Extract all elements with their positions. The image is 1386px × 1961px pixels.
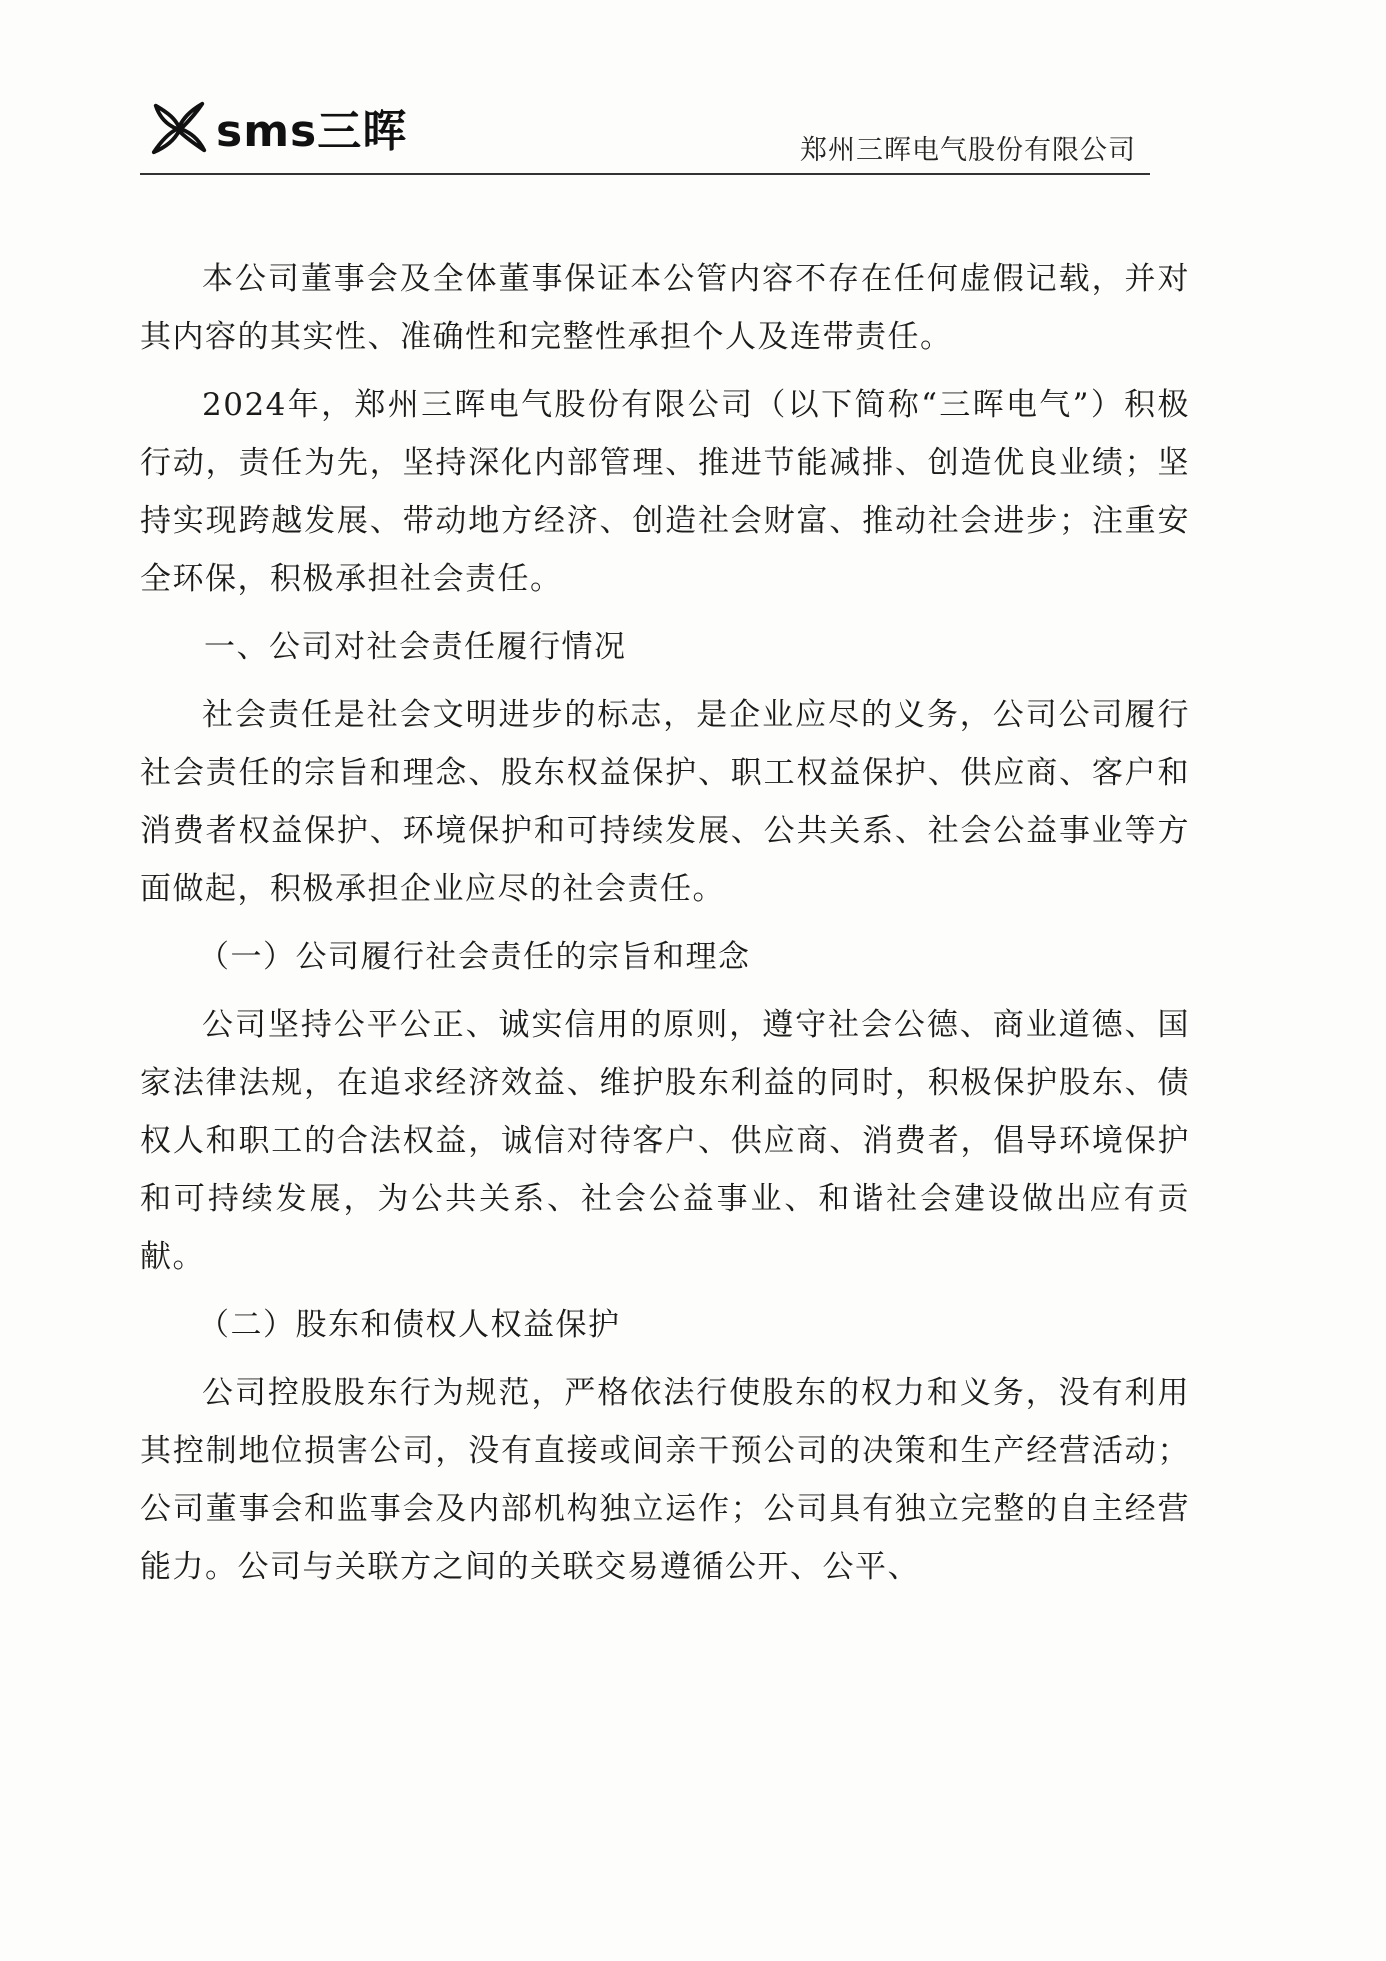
paragraph: 社会责任是社会文明进步的标志，是企业应尽的义务，公司公司履行社会责任的宗旨和理念、股东权益保护、职工权益保护、供应商、客户和消费者权益保护、环境保护和可持续发展、公共关系、社会公益事业等方面做起，积极承担企业应尽的社会责任。 — [140, 697, 1190, 907]
paragraph: 2024年，郑州三晖电气股份有限公司（以下简称“三晖电气”）积极行动，责任为先，坚持深化内部管理、推进节能减排、创造优良业绩；坚持实现跨越发展、带动地方经济、创造社会财富、推动社会进步；注重安全环保，积极承担社会责任。 — [140, 387, 1190, 597]
paragraph: 本公司董事会及全体董事保证本公管内容不存在任何虚假记载，并对其内容的其实性、准确性和完整性承担个人及连带责任。 — [140, 261, 1190, 355]
document-body — [140, 250, 1190, 1606]
company-name: 郑州三晖电气股份有限公司 — [800, 135, 1136, 166]
section-heading: 一、公司对社会责任履行情况 — [204, 629, 627, 665]
page-header — [140, 80, 1150, 180]
paragraph: 公司控股股东行为规范，严格依法行使股东的权力和义务，没有利用其控制地位损害公司，没有直接或间亲干预公司的决策和生产经营活动；公司董事会和监事会及内部机构独立运作；公司具有独立完整的自主经营能力。公司与关联方之间的关联交易遵循公开、公平、 — [140, 1375, 1190, 1585]
paragraph: 公司坚持公平公正、诚实信用的原则，遵守社会公德、商业道德、国家法律法规，在追求经济效益、维护股东利益的同时，积极保护股东、债权人和职工的合法权益，诚信对待客户、供应商、消费者，倡导环境保护和可持续发展，为公共关系、社会公益事业、和谐社会建设做出应有贡献。 — [140, 1007, 1190, 1275]
logo-text: sms三晖 — [216, 106, 408, 157]
sms-logo-icon — [148, 96, 210, 158]
subsection-heading: （二）股东和债权人权益保护 — [198, 1307, 621, 1343]
subsection-heading: （一）公司履行社会责任的宗旨和理念 — [198, 939, 751, 975]
header-rule — [140, 173, 1150, 175]
company-logo — [148, 92, 407, 162]
